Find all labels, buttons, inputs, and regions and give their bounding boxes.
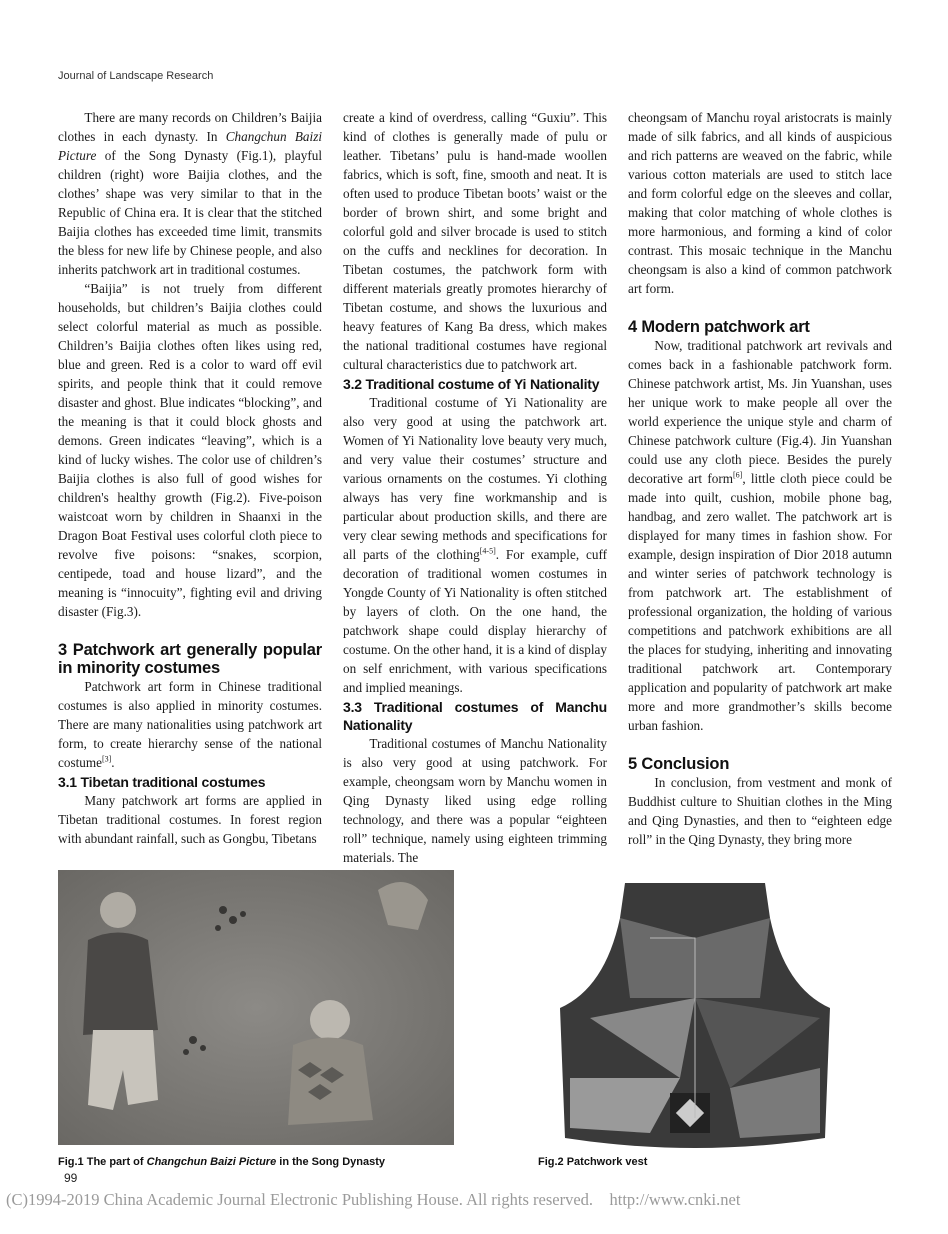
italic-title: Changchun Baizi Picture [146,1156,277,1168]
text-column-1 [58,108,322,848]
paragraph [343,393,607,697]
text-column-3 [628,108,892,849]
paragraph [58,108,322,279]
text: Now, traditional patchwork art revivals and comes back in a fashionable patchwork form. Chinese patchwork artist, Ms. Jin Yuanshan, uses her unique work to make people all over the world experience the unique style and charm of Chinese patchwork culture (Fig.4). Jin Yuanshan could use any cloth piece. Besides the purely decorative art form [628,338,892,486]
paragraph: Traditional costumes of Manchu Nationality is also very good at using patchwork. For example, cheongsam worn by Manchu women in Qing Dynasty liked using edge rolling technology, and there was a popular “eighteen roll” technique, namely using eighteen trimming materials. The [343,736,607,865]
section-heading-3: 3 Patchwork art generally popular in minority costumes [58,641,322,677]
citation[interactable]: [3] [101,754,112,764]
text-column-2 [343,108,607,867]
text: , little cloth piece could be made into quilt, cushion, mobile phone bag, handbag, and zero wallet. The patchwork art is displayed for many times in fashion show. For example, design inspiration of Dior 2018 autumn and winter series of patchwork technology is from patchwork art. The establishment of professional organization, the holding of various competitions and patchwork exhibitions are all the places for studying, inheriting and innovating traditional patchwork art. Contemporary application and popularity of patchwork art make more and more grandmother’s skills become urban fashion. [628,471,892,733]
italic-title: Changchun Baizi Picture [58,129,322,163]
copyright-watermark: (C)1994-2019 China Academic Journal Electronic Publishing House. All rights reserved. http://www.cnki.net [6,1190,741,1209]
paragraph: “Baijia” is not truely from different households, but children’s Baijia clothes could select colorful material as much as possible. Children’s Baijia clothes often likes using red, blue and green. Red is a color to ward off evil spirits, and people think that it could remove disaster and ghost. Blue indicates “blocking”, and the meaning is that it could block ghosts and demons. Green indicates “leaving”, which is a kind of lucky wishes. The color use of children’s Baijia clothes is also full of good wishes for children's healthy growth (Fig.2). Five-poison waistcoat worn by children in Shaanxi in the Dragon Boat Festival uses colorful cloth piece to revolve five poisons: “snakes, scorpion, centipede, toad and house lizard”, and the meaning is “innocuity”, fighting evil and driving disaster (Fig.3). [58,281,322,619]
section-heading-3-1: 3.1 Tibetan traditional costumes [58,774,266,790]
citation[interactable]: [4-5] [479,546,496,556]
text: of the Song Dynasty (Fig.1), playful children (right) wore Baijia clothes, and the clothes’ shape was very similar to that in the Republic of China era. It is clear that the stitched Baijia clothes has exceeded time limit, transmits the bless for new life by Chinese people, and also inherits patchwork art in traditional costumes. [58,148,322,277]
paragraph [628,336,892,735]
section-heading-3-2: 3.2 Traditional costume of Yi Nationality [343,376,600,392]
paragraph: In conclusion, from vestment and monk of Buddhist culture to Shuitian clothes in the Ming and Qing Dynasties, and then to “eighteen edge roll” in the Qing Dynasty, they bring more [628,775,892,847]
section-heading-5: 5 Conclusion [628,755,730,773]
text: There are many records on Children’s Baijia clothes in each dynasty. In [58,110,322,144]
text: in the Song Dynasty [276,1156,385,1168]
figure-2-patchwork-vest [530,878,860,1150]
figure-1-painting [58,870,454,1145]
figure-1-caption [58,1156,385,1169]
figure-2-caption: Fig.2 Patchwork vest [538,1156,648,1168]
running-header: Journal of Landscape Research [58,70,214,82]
text: . For example, cuff decoration of traditional women costumes in Yongde County of Yi Nationality is often stitched by layers of cloth. On the one hand, the patchwork shape could display hierarchy of costume. On the other hand, it is a kind of display on self enrichment, with various specifications and implied meanings. [343,547,608,695]
text: Fig.1 The part of [58,1156,147,1168]
paragraph [58,677,322,772]
section-heading-3-3: 3.3 Traditional costumes of Manchu Nationality [343,699,607,733]
text: Patchwork art form in Chinese traditional costumes is also applied in minority costumes. There are many nationalities using patchwork art form, to create hierarchy sense of the national costume [58,679,322,770]
paragraph: create a kind of overdress, calling “Guxiu”. This kind of clothes is generally made of pulu or leather. Tibetans’ pulu is hand-made woollen fabrics, which is soft, fine, smooth and neat. It is often used to produce Tibetan boots’ waist or the border of brown shirt, and some bright and colorful gold and silver brocade is used to stitch on the cuffs and necklines for decoration. In Tibetan costumes, the patchwork form with different materials greatly promotes hierarchy of Tibetan costume, and shows the luxurious and heavy features of Kang Ba dress, which makes the national traditional costumes have regional cultural characteristics due to patchwork art. [343,110,607,372]
page-number: 99 [64,1171,78,1185]
paragraph: Many patchwork art forms are applied in Tibetan traditional costumes. In forest region with abundant rainfall, such as Gongbu, Tibetans [58,793,322,846]
paragraph: cheongsam of Manchu royal aristocrats is mainly made of silk fabrics, and all kinds of auspicious and rich patterns are weaved on the fabric, while various cotton materials are used to stitch lace and form colorful edge on the sleeves and collar, making that color matching of whole clothes is more harmonious, and forming a kind of color contrast. This mosaic technique in the Manchu cheongsam is also a kind of common patchwork art form. [628,110,892,296]
citation[interactable]: [6] [732,470,743,480]
section-heading-4: 4 Modern patchwork art [628,318,810,336]
text: . [111,755,115,770]
text: Traditional costume of Yi Nationality are also very good at using the patchwork art. Women of Yi Nationality love beauty very much, and very value their costumes’ structure and various ornaments on the costumes. Yi clothing always has very fine workmanship and is particular about production skills, and there are very clear sewing methods and specifications for all parts of the clothing [343,395,607,562]
